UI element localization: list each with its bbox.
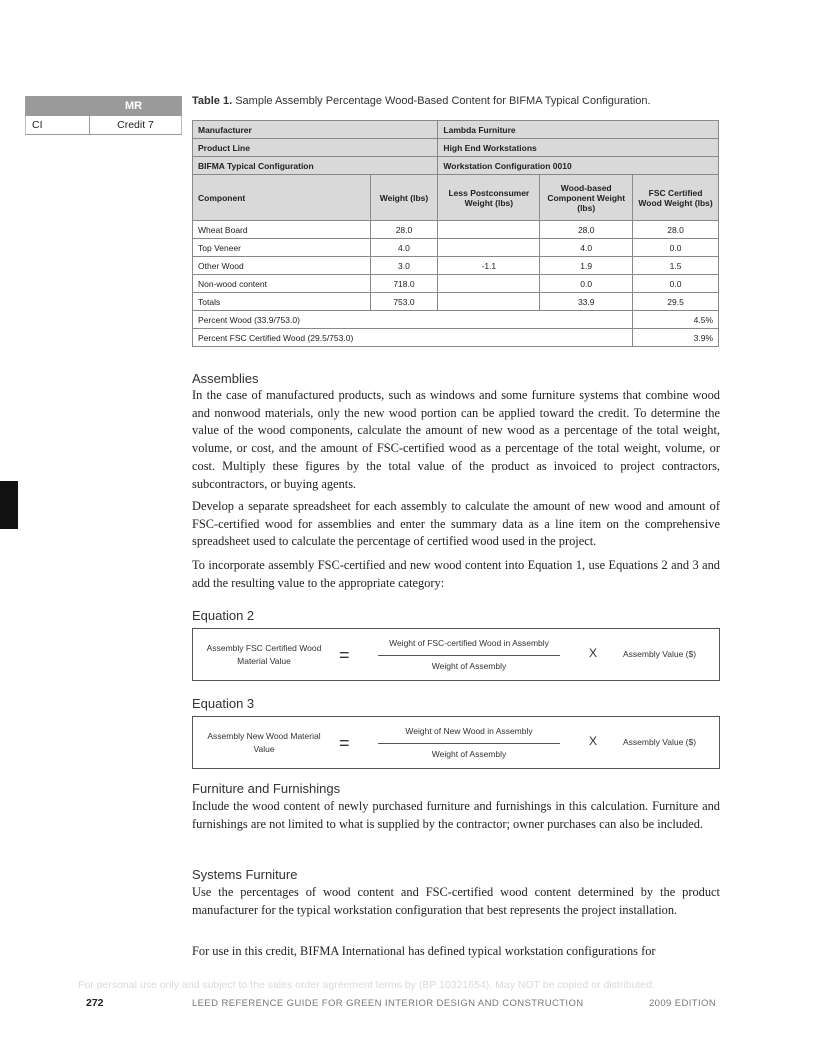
credit-tag xyxy=(25,96,182,135)
table-caption xyxy=(192,95,651,107)
page-number: 272 xyxy=(86,997,104,1009)
column-header: FSC Certified Wood Weight (lbs) xyxy=(633,175,719,221)
furniture-paragraph: Include the wood content of newly purchased furniture and furnishings in this calculation. Furniture and furnishings are not limited to what is supplied by the contractor; owner purchases can also be included. xyxy=(192,799,720,831)
fraction-bar xyxy=(378,655,560,656)
equals-sign: = xyxy=(339,733,350,753)
info-label: BIFMA Typical Configuration xyxy=(193,157,438,175)
equation-numerator: Weight of New Wood in Assembly xyxy=(405,726,533,736)
equation-lhs: Assembly New Wood Material Value xyxy=(207,730,321,754)
table-info-row xyxy=(193,157,719,175)
table-row xyxy=(193,275,719,293)
summary-label: Percent FSC Certified Wood (29.5/753.0) xyxy=(193,329,633,347)
systems-paragraph-2: For use in this credit, BIFMA International has defined typical workstation configurations for xyxy=(192,944,656,958)
table-cell xyxy=(438,275,540,293)
table-cell: Other Wood xyxy=(193,257,371,275)
table-cell: Totals xyxy=(193,293,371,311)
table-cell: 0.0 xyxy=(633,275,719,293)
credit-number: Credit 7 xyxy=(90,116,182,134)
table-cell: 1.5 xyxy=(633,257,719,275)
multiply-sign: X xyxy=(589,734,598,748)
equation-denominator: Weight of Assembly xyxy=(431,661,507,671)
equals-sign: = xyxy=(339,645,350,665)
equation-denominator: Weight of Assembly xyxy=(431,749,507,759)
table-cell xyxy=(438,221,540,239)
assemblies-paragraph-3: To incorporate assembly FSC-certified and new wood content into Equation 1, use Equations 2 and 3 and add the resulting value to the appropriate category: xyxy=(192,558,720,590)
multiply-sign: X xyxy=(589,646,598,660)
table-row xyxy=(193,257,719,275)
table-cell: 33.9 xyxy=(540,293,633,311)
table-cell: Wheat Board xyxy=(193,221,371,239)
info-value: High End Workstations xyxy=(438,139,719,157)
table-row xyxy=(193,293,719,311)
table-caption-text: Sample Assembly Percentage Wood-Based Content for BIFMA Typical Configuration. xyxy=(235,95,651,107)
systems-paragraph-1: Use the percentages of wood content and FSC-certified wood content determined by the product manufacturer for the typical workstation configuration that best represents the project installation. xyxy=(192,885,720,917)
footer-title: LEED REFERENCE GUIDE FOR GREEN INTERIOR DESIGN AND CONSTRUCTION xyxy=(192,998,584,1009)
table-cell: 753.0 xyxy=(370,293,438,311)
table-row xyxy=(193,239,719,257)
rating-system: CI xyxy=(26,116,90,134)
table-cell: 28.0 xyxy=(540,221,633,239)
table-header-row xyxy=(193,175,719,221)
table-cell: 4.0 xyxy=(370,239,438,257)
table-cell: 0.0 xyxy=(540,275,633,293)
info-label: Product Line xyxy=(193,139,438,157)
equation-rhs: Assembly Value ($) xyxy=(623,737,697,747)
table-cell: 4.0 xyxy=(540,239,633,257)
table-cell: 28.0 xyxy=(370,221,438,239)
credit-category: MR xyxy=(25,96,182,116)
assemblies-paragraph-1: In the case of manufactured products, such as windows and some furniture systems that combine wood and nonwood materials, only the new wood portion can be applied toward the credit. To determine the value of the wood components, calculate the amount of new wood as a percentage of the total weight, volume, or cost, and the amount of FSC-certified wood as a percentage of the total weight, volume, or cost. Multiply these figures by the total value of the product as invoiced to project contractors, subcontractors, or buying agents. xyxy=(192,388,720,491)
table-cell xyxy=(438,293,540,311)
column-header: Component xyxy=(193,175,371,221)
table-summary-row xyxy=(193,311,719,329)
table-cell: 1.9 xyxy=(540,257,633,275)
info-label: Manufacturer xyxy=(193,121,438,139)
table-cell: Top Veneer xyxy=(193,239,371,257)
equation-3-box xyxy=(192,716,720,769)
fraction-bar xyxy=(378,743,560,744)
column-header: Weight (lbs) xyxy=(370,175,438,221)
column-header: Less Postconsumer Weight (lbs) xyxy=(438,175,540,221)
license-watermark: For personal use only and subject to the sales order agreement terms by (BP 10321654). May NOT be copied or distributed. xyxy=(78,979,655,991)
table-summary-row xyxy=(193,329,719,347)
table-info-row xyxy=(193,121,719,139)
column-header: Wood-based Component Weight (lbs) xyxy=(540,175,633,221)
table-cell: Non-wood content xyxy=(193,275,371,293)
table-cell xyxy=(438,239,540,257)
equation-rhs: Assembly Value ($) xyxy=(623,649,697,659)
table-cell: 718.0 xyxy=(370,275,438,293)
info-value: Lambda Furniture xyxy=(438,121,719,139)
assemblies-heading: Assemblies xyxy=(192,371,259,386)
table-row xyxy=(193,221,719,239)
equation-3-heading: Equation 3 xyxy=(192,696,255,711)
summary-value: 3.9% xyxy=(633,329,719,347)
table-cell: 0.0 xyxy=(633,239,719,257)
systems-heading: Systems Furniture xyxy=(192,867,298,882)
equation-2-heading: Equation 2 xyxy=(192,608,255,623)
table-cell: -1.1 xyxy=(438,257,540,275)
info-value: Workstation Configuration 0010 xyxy=(438,157,719,175)
table-cell: 28.0 xyxy=(633,221,719,239)
furniture-heading: Furniture and Furnishings xyxy=(192,781,341,796)
table-cell: 3.0 xyxy=(370,257,438,275)
section-edge-tab xyxy=(0,481,18,529)
assemblies-paragraph-2: Develop a separate spreadsheet for each assembly to calculate the amount of new wood and amount of FSC-certified wood for assemblies and enter the summary data as a line item on the comprehensive spreadsheet used to calculate the percentage of certified wood used in the project. xyxy=(192,499,720,549)
table-info-row xyxy=(193,139,719,157)
equation-2-box xyxy=(192,628,720,681)
table-caption-label: Table 1. xyxy=(192,95,233,107)
footer-edition: 2009 EDITION xyxy=(649,998,717,1009)
credit-tag-row xyxy=(25,116,182,135)
summary-value: 4.5% xyxy=(633,311,719,329)
equation-lhs: Assembly FSC Certified Wood Material Value xyxy=(206,642,322,666)
wood-content-table xyxy=(192,120,719,347)
equation-numerator: Weight of FSC-certified Wood in Assembly xyxy=(389,638,549,648)
table-cell: 29.5 xyxy=(633,293,719,311)
summary-label: Percent Wood (33.9/753.0) xyxy=(193,311,633,329)
